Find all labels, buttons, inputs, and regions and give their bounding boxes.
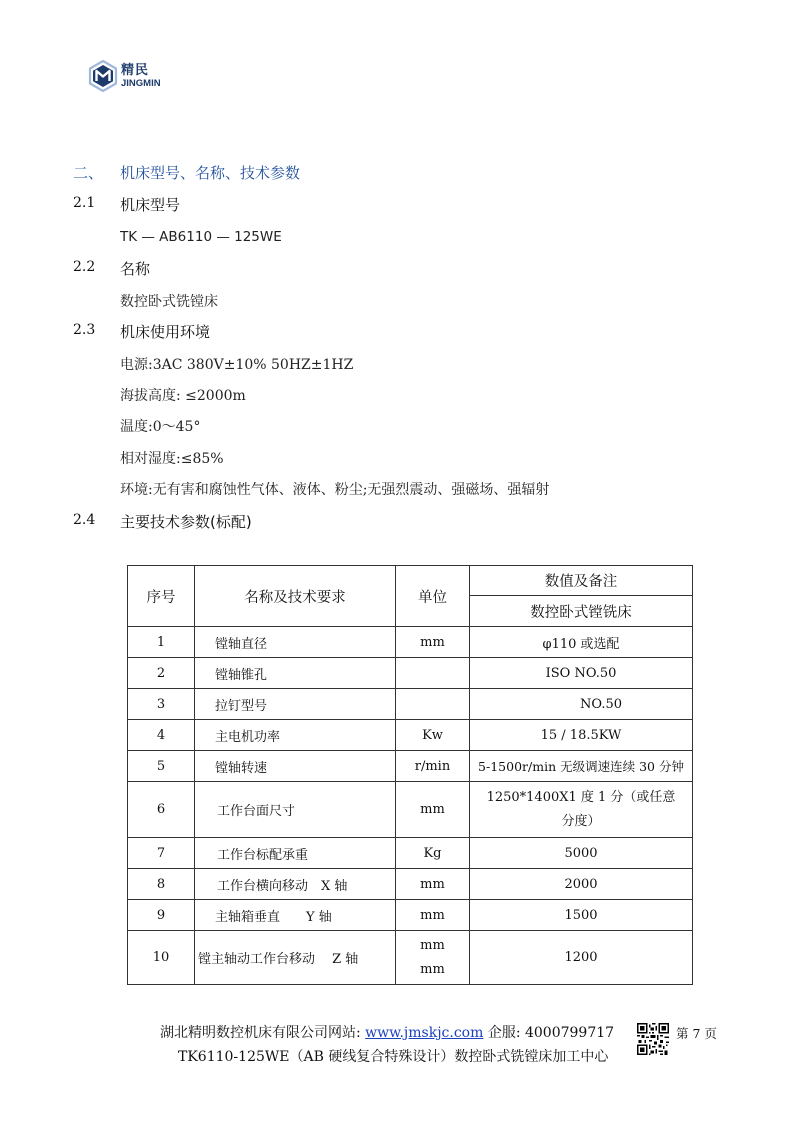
row-unit: Kg — [396, 838, 470, 869]
s23-title: 机床使用环境 — [120, 323, 211, 341]
s22-title: 名称 — [120, 260, 151, 278]
row-value: 2000 — [470, 869, 693, 900]
row-value: 1500 — [470, 900, 693, 931]
row-seq: 5 — [128, 751, 195, 782]
row-unit — [396, 689, 470, 720]
row-name: 镗轴锥孔 — [195, 658, 396, 689]
row-unit-line: mm — [420, 937, 445, 953]
company-logo — [88, 56, 161, 96]
jingmin-logo-icon — [88, 60, 118, 92]
row-seq: 4 — [128, 720, 195, 751]
footer-service: 企服: 4000799717 — [483, 1025, 615, 1041]
header-seq: 序号 — [128, 566, 195, 627]
row-seq: 8 — [128, 869, 195, 900]
header-value-sub: 数控卧式镗铣床 — [470, 596, 693, 627]
table-row — [128, 869, 693, 900]
spec-table — [127, 565, 693, 985]
row-name: 镗主轴动工作台移动 Z 轴 — [195, 931, 396, 985]
section-number: 二、 — [73, 164, 104, 182]
row-unit: mm — [396, 627, 470, 658]
qr-code-icon — [637, 1023, 669, 1055]
row-value: ISO NO.50 — [470, 658, 693, 689]
row-unit: mm — [396, 900, 470, 931]
row-name: 镗轴直径 — [195, 627, 396, 658]
s21-number: 2.1 — [73, 195, 96, 211]
footer-company: 湖北精明数控机床有限公司网站: — [160, 1025, 366, 1041]
table-row — [128, 900, 693, 931]
row-unit: mm — [396, 782, 470, 838]
table-row — [128, 658, 693, 689]
row-value: 1200 — [470, 931, 693, 985]
row-name: 主轴箱垂直 Y 轴 — [195, 900, 396, 931]
s24-number: 2.4 — [73, 512, 96, 528]
row-unit — [396, 931, 470, 985]
section-title: 机床型号、名称、技术参数 — [120, 164, 301, 182]
header-name: 名称及技术要求 — [195, 566, 396, 627]
row-seq: 6 — [128, 782, 195, 838]
header-value-group: 数值及备注 — [470, 566, 693, 596]
logo-name-cn: 精民 — [121, 62, 150, 78]
row-name: 主电机功率 — [195, 720, 396, 751]
footer-website-link[interactable]: www.jmskjc.com — [365, 1025, 484, 1041]
row-seq: 1 — [128, 627, 195, 658]
row-name: 拉钉型号 — [195, 689, 396, 720]
table-row — [128, 751, 693, 782]
logo-name-en: JINGMIN — [121, 77, 161, 89]
machine-model: TK — AB6110 — 125WE — [120, 229, 282, 245]
table-row — [128, 838, 693, 869]
row-unit: mm — [396, 869, 470, 900]
env-altitude: 海拔高度: ≤2000m — [120, 388, 246, 404]
row-seq: 9 — [128, 900, 195, 931]
table-row — [128, 782, 693, 838]
s22-number: 2.2 — [73, 259, 96, 275]
row-value: 1250*1400X1 度 1 分（或任意分度） — [470, 782, 693, 838]
footer-company-line — [160, 1022, 614, 1042]
table-row — [128, 627, 693, 658]
row-seq: 3 — [128, 689, 195, 720]
s24-title: 主要技术参数(标配) — [120, 513, 252, 531]
footer-product-line: TK6110-125WE（AB 硬线复合特殊设计）数控卧式铣镗床加工中心 — [178, 1049, 609, 1065]
env-humidity: 相对湿度:≤85% — [120, 451, 224, 467]
row-value: 15 / 18.5KW — [470, 720, 693, 751]
row-unit: r/min — [396, 751, 470, 782]
table-row — [128, 931, 693, 985]
row-value: φ110 或选配 — [470, 627, 693, 658]
row-unit: Kw — [396, 720, 470, 751]
row-unit-line: mm — [420, 961, 445, 977]
env-conditions: 环境:无有害和腐蚀性气体、液体、粉尘;无强烈震动、强磁场、强辐射 — [120, 482, 550, 498]
row-name: 工作台横向移动 X 轴 — [195, 869, 396, 900]
machine-name: 数控卧式铣镗床 — [120, 294, 218, 310]
row-name: 工作台面尺寸 — [195, 782, 396, 838]
table-row — [128, 720, 693, 751]
row-value: 5000 — [470, 838, 693, 869]
s21-title: 机床型号 — [120, 196, 181, 214]
row-unit — [396, 658, 470, 689]
row-seq: 7 — [128, 838, 195, 869]
header-unit: 单位 — [396, 566, 470, 627]
row-seq: 2 — [128, 658, 195, 689]
env-temperature: 温度:0～45° — [120, 419, 201, 435]
page-number: 第 7 页 — [676, 1026, 717, 1041]
row-value: 5-1500r/min 无级调速连续 30 分钟 — [470, 751, 693, 782]
row-seq: 10 — [128, 931, 195, 985]
env-power: 电源:3AC 380V±10% 50HZ±1HZ — [120, 357, 354, 373]
row-name: 工作台标配承重 — [195, 838, 396, 869]
s23-number: 2.3 — [73, 322, 96, 338]
table-row — [128, 689, 693, 720]
row-name: 镗轴转速 — [195, 751, 396, 782]
row-value: NO.50 — [470, 689, 693, 720]
